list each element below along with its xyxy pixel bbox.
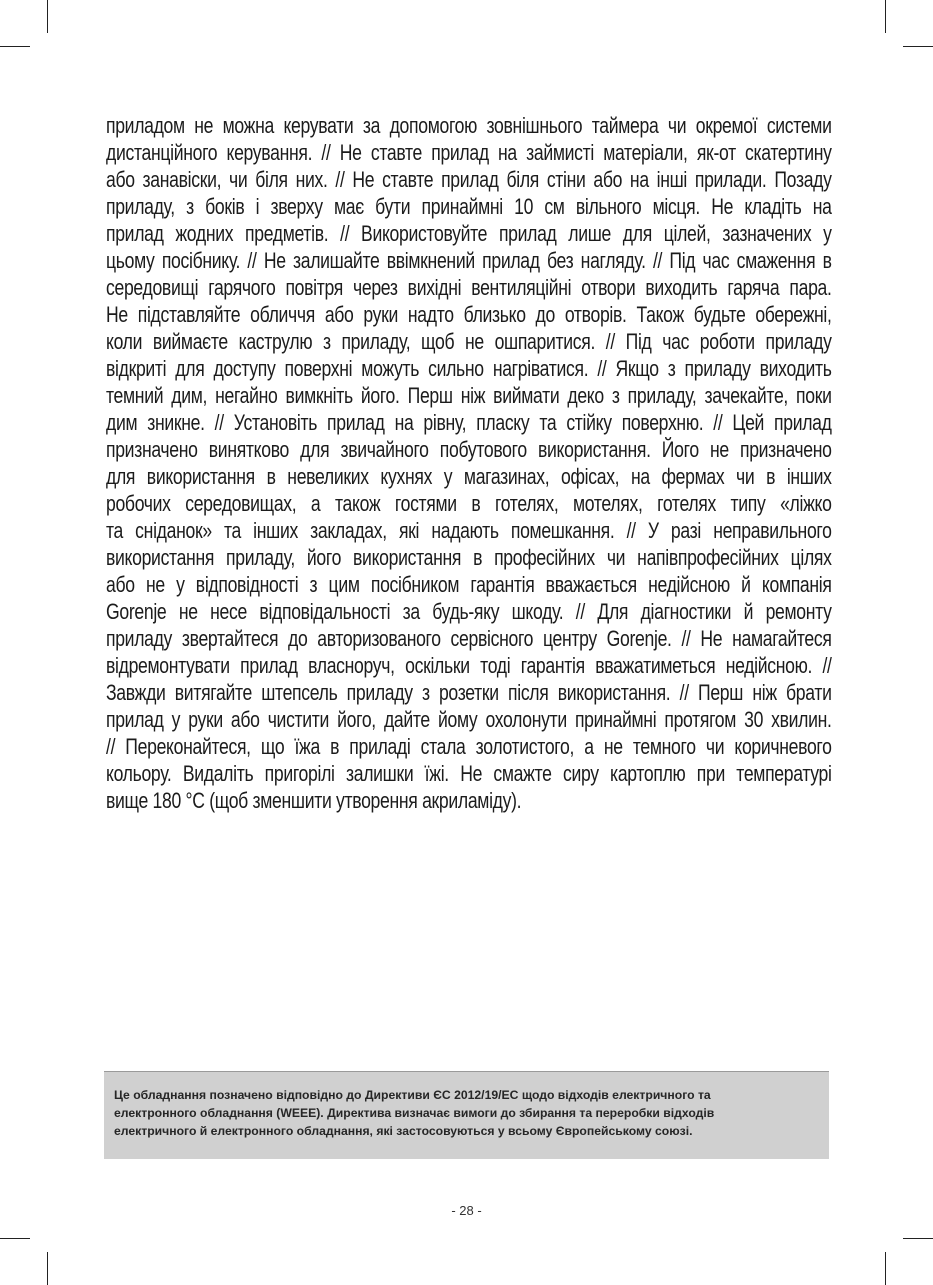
notice-line: Це обладнання позначено відповідно до Директиви ЄС 2012/19/ЕС щодо відходів електричного та	[114, 1088, 711, 1102]
crop-mark-bottom-left-vertical	[47, 1252, 48, 1285]
crop-mark-top-right-vertical	[885, 0, 886, 33]
body-text	[106, 112, 832, 814]
notice-line: електричного й електронного обладнання, які застосовуються у всьому Європейському союзі.	[114, 1124, 693, 1138]
body-line: або занавіски, чи біля них. // Не ставте прилад біля стіни або на інші прилади. Позаду	[106, 167, 832, 192]
crop-mark-top-right-horizontal	[903, 46, 933, 47]
page-number: - 28 -	[451, 1203, 482, 1218]
body-line: дим зникне. // Установіть прилад на рівну, пласку та стійку поверхню. // Цей прилад	[106, 410, 832, 435]
body-line: // Переконайтеся, що їжа в приладі стала золотистого, а не темного чи коричневого	[106, 734, 832, 759]
body-line: коли виймаєте каструлю з приладу, щоб не ошпаритися. // Під час роботи приладу	[106, 329, 832, 354]
body-line: для використання в невеликих кухнях у магазинах, офісах, на фермах чи в інших	[106, 464, 832, 489]
body-line: відремонтувати прилад власноруч, оскільки тоді гарантія вважатиметься недійсною. //	[106, 653, 832, 678]
body-line: цьому посібнику. // Не залишайте ввімкнений прилад без нагляду. // Під час смаження в	[106, 248, 832, 273]
body-line: прилад у руки або чистити його, дайте йому охолонути принаймні протягом 30 хвилин.	[106, 707, 832, 732]
body-line: використання приладу, його використання в професійних чи напівпрофесійних цілях	[106, 545, 832, 570]
body-line: та сніданок» та інших закладах, які надають помешкання. // У разі неправильного	[106, 518, 832, 543]
crop-mark-top-left-vertical	[47, 0, 48, 33]
body-line: темний дим, негайно вимкніть його. Перш ніж виймати деко з приладу, зачекайте, поки	[106, 383, 832, 408]
body-line: приладом не можна керувати за допомогою зовнішнього таймера чи окремої системи	[106, 113, 832, 138]
body-line: вище 180 °C (щоб зменшити утворення акриламіду).	[106, 788, 522, 813]
body-line: робочих середовищах, а також гостями в готелях, мотелях, готелях типу «ліжко	[106, 491, 832, 516]
body-line: прилад жодних предметів. // Використовуйте прилад лише для цілей, зазначених у	[106, 221, 832, 246]
crop-mark-top-left-horizontal	[0, 46, 30, 47]
body-line: призначено винятково для звичайного побутового використання. Його не призначено	[106, 437, 832, 462]
body-line: середовищі гарячого повітря через вихідні вентиляційні отвори виходить гаряча пара.	[106, 275, 832, 300]
body-line: Завжди витягайте штепсель приладу з розетки після використання. // Перш ніж брати	[106, 680, 832, 705]
body-line: приладу звертайтеся до авторизованого сервісного центру Gorenje. // Не намагайтеся	[106, 626, 832, 651]
notice-line: електронного обладнання (WEEE). Директива визначає вимоги до збирання та переробки відходів	[114, 1106, 715, 1120]
crop-mark-bottom-right-vertical	[885, 1252, 886, 1285]
weee-notice-box	[104, 1071, 829, 1159]
crop-mark-bottom-right-horizontal	[903, 1238, 933, 1239]
body-line: кольору. Видаліть пригорілі залишки їжі. Не смажте сиру картоплю при температурі	[106, 761, 832, 786]
body-line: Не підставляйте обличчя або руки надто близько до отворів. Також будьте обережні,	[106, 302, 832, 327]
body-line: приладу, з боків і зверху має бути принаймні 10 см вільного місця. Не кладіть на	[106, 194, 832, 219]
body-line: відкриті для доступу поверхні можуть сильно нагріватися. // Якщо з приладу виходить	[106, 356, 832, 381]
body-line: Gorenje не несе відповідальності за будь-яку шкоду. // Для діагностики й ремонту	[106, 599, 832, 624]
crop-mark-bottom-left-horizontal	[0, 1238, 30, 1239]
body-line: або не у відповідності з цим посібником гарантія вважається недійсною й компанія	[106, 572, 832, 597]
body-line: дистанційного керування. // Не ставте прилад на займисті матеріали, як-от скатертину	[106, 140, 832, 165]
